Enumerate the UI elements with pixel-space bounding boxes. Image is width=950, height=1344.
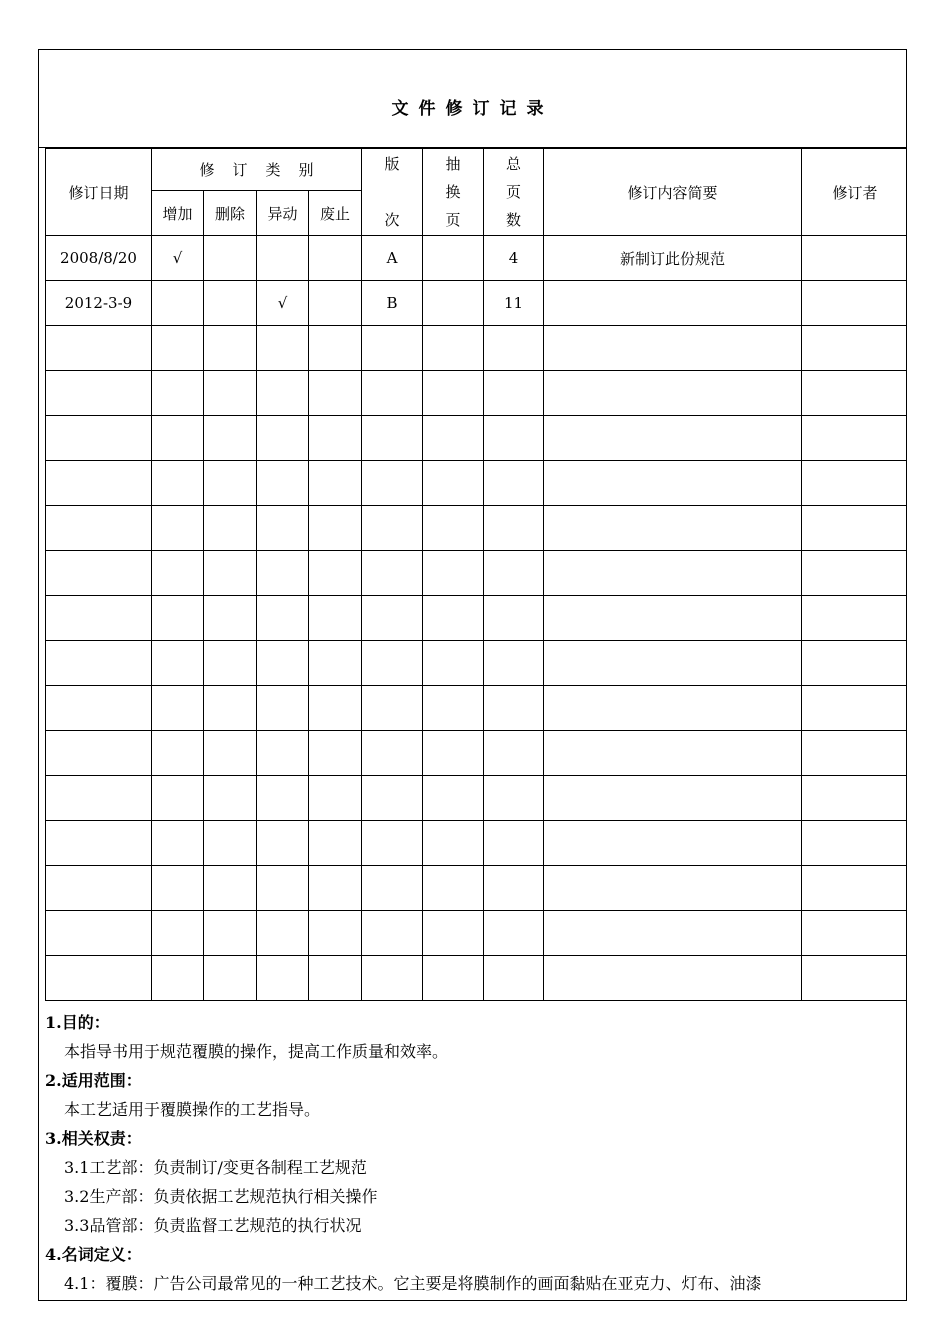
cell-add (152, 461, 204, 506)
cell-change (257, 236, 309, 281)
section-heading: 2.适用范围： (45, 1071, 142, 1090)
cell-replaced (423, 506, 484, 551)
table-row (46, 821, 908, 866)
section-line: 本工艺适用于覆膜操作的工艺指导。 (64, 1100, 321, 1119)
table-row (46, 731, 908, 776)
header-replaced-line: 抽 (445, 155, 461, 173)
cell-summary (544, 911, 802, 956)
cell-reviser (802, 911, 907, 956)
header-version-gap (362, 178, 422, 206)
cell-reviser (802, 821, 907, 866)
revision-table (45, 148, 907, 1001)
cell-change (257, 596, 309, 641)
cell-version: A (362, 236, 423, 281)
cell-date (46, 821, 152, 866)
cell-date (46, 686, 152, 731)
cell-abolish (309, 371, 362, 416)
cell-total (484, 551, 544, 596)
cell-reviser (802, 281, 907, 326)
cell-reviser (802, 866, 907, 911)
cell-summary (544, 326, 802, 371)
cell-add (152, 686, 204, 731)
cell-delete (204, 641, 257, 686)
header-summary: 修订内容简要 (544, 149, 802, 236)
cell-replaced (423, 596, 484, 641)
cell-version (362, 911, 423, 956)
cell-change (257, 866, 309, 911)
table-row (46, 551, 908, 596)
cell-replaced (423, 416, 484, 461)
cell-abolish (309, 686, 362, 731)
cell-replaced (423, 776, 484, 821)
cell-abolish (309, 956, 362, 1001)
header-version-line: 次 (384, 211, 400, 229)
cell-summary (544, 416, 802, 461)
section-heading: 4.名词定义： (45, 1245, 142, 1264)
table-row (46, 236, 908, 281)
header-reviser: 修订者 (802, 149, 907, 236)
header-type-group: 修订类别 (152, 149, 362, 191)
cell-version (362, 596, 423, 641)
cell-abolish (309, 416, 362, 461)
cell-delete (204, 326, 257, 371)
cell-date: 2012-3-9 (46, 281, 152, 326)
cell-abolish (309, 776, 362, 821)
cell-add: √ (152, 236, 204, 281)
cell-change (257, 776, 309, 821)
cell-abolish (309, 461, 362, 506)
cell-reviser (802, 686, 907, 731)
cell-add (152, 506, 204, 551)
section-heading: 1.目的： (45, 1013, 110, 1032)
table-row (46, 641, 908, 686)
header-abolish: 废止 (309, 191, 362, 236)
cell-date (46, 641, 152, 686)
cell-version (362, 776, 423, 821)
cell-date (46, 731, 152, 776)
cell-replaced (423, 281, 484, 326)
header-total-line: 页 (506, 183, 522, 201)
cell-summary (544, 506, 802, 551)
cell-reviser (802, 416, 907, 461)
cell-abolish (309, 326, 362, 371)
header-row (46, 149, 908, 191)
table-row (46, 326, 908, 371)
cell-replaced (423, 551, 484, 596)
cell-delete (204, 911, 257, 956)
cell-summary (544, 731, 802, 776)
cell-total (484, 776, 544, 821)
cell-reviser (802, 371, 907, 416)
cell-total (484, 641, 544, 686)
cell-delete (204, 461, 257, 506)
cell-delete (204, 551, 257, 596)
cell-add (152, 956, 204, 1001)
cell-add (152, 326, 204, 371)
cell-summary (544, 371, 802, 416)
cell-summary (544, 776, 802, 821)
table-row (46, 866, 908, 911)
cell-reviser (802, 461, 907, 506)
document-sections (45, 1008, 898, 1298)
cell-date (46, 866, 152, 911)
cell-delete (204, 281, 257, 326)
cell-date (46, 911, 152, 956)
cell-change (257, 461, 309, 506)
cell-add (152, 731, 204, 776)
cell-total (484, 911, 544, 956)
cell-change (257, 641, 309, 686)
table-row (46, 416, 908, 461)
header-total-line: 总 (506, 155, 522, 173)
header-replaced-pages (423, 149, 484, 236)
section-line: 本指导书用于规范覆膜的操作，提高工作质量和效率。 (64, 1042, 449, 1061)
table-row (46, 956, 908, 1001)
cell-date (46, 326, 152, 371)
header-add: 增加 (152, 191, 204, 236)
cell-reviser (802, 551, 907, 596)
cell-delete (204, 596, 257, 641)
cell-change (257, 731, 309, 776)
cell-version (362, 731, 423, 776)
cell-reviser (802, 596, 907, 641)
header-total-pages (484, 149, 544, 236)
cell-add (152, 641, 204, 686)
cell-delete (204, 236, 257, 281)
cell-replaced (423, 866, 484, 911)
section-heading: 3.相关权责： (45, 1129, 142, 1148)
cell-total: 11 (484, 281, 544, 326)
document-frame (38, 49, 907, 1301)
cell-delete (204, 506, 257, 551)
cell-abolish (309, 911, 362, 956)
cell-add (152, 866, 204, 911)
table-row (46, 686, 908, 731)
cell-abolish (309, 866, 362, 911)
cell-total (484, 506, 544, 551)
table-row (46, 776, 908, 821)
cell-version (362, 371, 423, 416)
cell-summary (544, 866, 802, 911)
cell-abolish (309, 281, 362, 326)
cell-delete (204, 821, 257, 866)
cell-change (257, 686, 309, 731)
cell-change (257, 911, 309, 956)
cell-reviser (802, 641, 907, 686)
table-row (46, 911, 908, 956)
document-title: 文件修订记录 (391, 99, 554, 119)
cell-summary (544, 821, 802, 866)
cell-change (257, 551, 309, 596)
cell-abolish (309, 821, 362, 866)
header-change: 异动 (257, 191, 309, 236)
cell-summary (544, 596, 802, 641)
cell-total (484, 596, 544, 641)
cell-add (152, 776, 204, 821)
cell-total: 4 (484, 236, 544, 281)
cell-delete (204, 416, 257, 461)
cell-abolish (309, 551, 362, 596)
header-version (362, 149, 423, 236)
cell-add (152, 911, 204, 956)
cell-version (362, 821, 423, 866)
cell-date (46, 776, 152, 821)
cell-replaced (423, 956, 484, 1001)
cell-reviser (802, 731, 907, 776)
cell-version (362, 551, 423, 596)
table-row (46, 281, 908, 326)
cell-version (362, 506, 423, 551)
cell-version (362, 866, 423, 911)
cell-total (484, 866, 544, 911)
cell-summary (544, 551, 802, 596)
header-version-line: 版 (384, 155, 400, 173)
cell-version (362, 686, 423, 731)
cell-add (152, 551, 204, 596)
cell-date (46, 596, 152, 641)
cell-delete (204, 776, 257, 821)
cell-total (484, 731, 544, 776)
header-total-line: 数 (506, 211, 522, 229)
cell-abolish (309, 641, 362, 686)
cell-version (362, 461, 423, 506)
cell-delete (204, 686, 257, 731)
header-date: 修订日期 (46, 149, 152, 236)
cell-reviser (802, 776, 907, 821)
table-row (46, 371, 908, 416)
section-line: 3.2生产部：负责依据工艺规范执行相关操作 (64, 1187, 378, 1206)
section-line: 4.1：覆膜：广告公司最常见的一种工艺技术。它主要是将膜制作的画面黏贴在亚克力、灯布、油漆 (64, 1274, 762, 1293)
cell-total (484, 956, 544, 1001)
cell-summary (544, 461, 802, 506)
cell-total (484, 821, 544, 866)
cell-date (46, 416, 152, 461)
cell-summary: 新制订此份规范 (544, 236, 802, 281)
cell-delete (204, 866, 257, 911)
section-line: 3.1工艺部：负责制订/变更各制程工艺规范 (64, 1158, 367, 1177)
cell-delete (204, 956, 257, 1001)
cell-date (46, 461, 152, 506)
cell-replaced (423, 326, 484, 371)
cell-total (484, 326, 544, 371)
cell-total (484, 461, 544, 506)
cell-version (362, 956, 423, 1001)
cell-add (152, 821, 204, 866)
header-replaced-line: 页 (445, 211, 461, 229)
cell-reviser (802, 326, 907, 371)
cell-reviser (802, 236, 907, 281)
cell-abolish (309, 731, 362, 776)
cell-change (257, 416, 309, 461)
cell-change (257, 956, 309, 1001)
cell-replaced (423, 371, 484, 416)
header-replaced-line: 换 (445, 183, 461, 201)
cell-delete (204, 731, 257, 776)
cell-version (362, 416, 423, 461)
cell-add (152, 371, 204, 416)
cell-reviser (802, 506, 907, 551)
cell-summary (544, 956, 802, 1001)
cell-reviser (802, 956, 907, 1001)
cell-add (152, 416, 204, 461)
cell-replaced (423, 461, 484, 506)
cell-change (257, 821, 309, 866)
cell-replaced (423, 821, 484, 866)
cell-replaced (423, 686, 484, 731)
cell-replaced (423, 911, 484, 956)
cell-replaced (423, 731, 484, 776)
cell-summary (544, 641, 802, 686)
header-delete: 删除 (204, 191, 257, 236)
table-row (46, 461, 908, 506)
cell-abolish (309, 596, 362, 641)
table-row (46, 506, 908, 551)
cell-version: B (362, 281, 423, 326)
cell-date (46, 956, 152, 1001)
cell-abolish (309, 506, 362, 551)
cell-change: √ (257, 281, 309, 326)
cell-change (257, 326, 309, 371)
section-line: 3.3品管部：负责监督工艺规范的执行状况 (64, 1216, 362, 1235)
cell-version (362, 641, 423, 686)
cell-date (46, 551, 152, 596)
cell-replaced (423, 641, 484, 686)
cell-delete (204, 371, 257, 416)
cell-summary (544, 686, 802, 731)
cell-total (484, 416, 544, 461)
cell-add (152, 281, 204, 326)
cell-summary (544, 281, 802, 326)
cell-change (257, 506, 309, 551)
cell-date: 2008/8/20 (46, 236, 152, 281)
cell-total (484, 371, 544, 416)
table-row (46, 596, 908, 641)
cell-version (362, 326, 423, 371)
cell-abolish (309, 236, 362, 281)
cell-change (257, 371, 309, 416)
cell-replaced (423, 236, 484, 281)
cell-add (152, 596, 204, 641)
cell-date (46, 506, 152, 551)
cell-date (46, 371, 152, 416)
cell-total (484, 686, 544, 731)
